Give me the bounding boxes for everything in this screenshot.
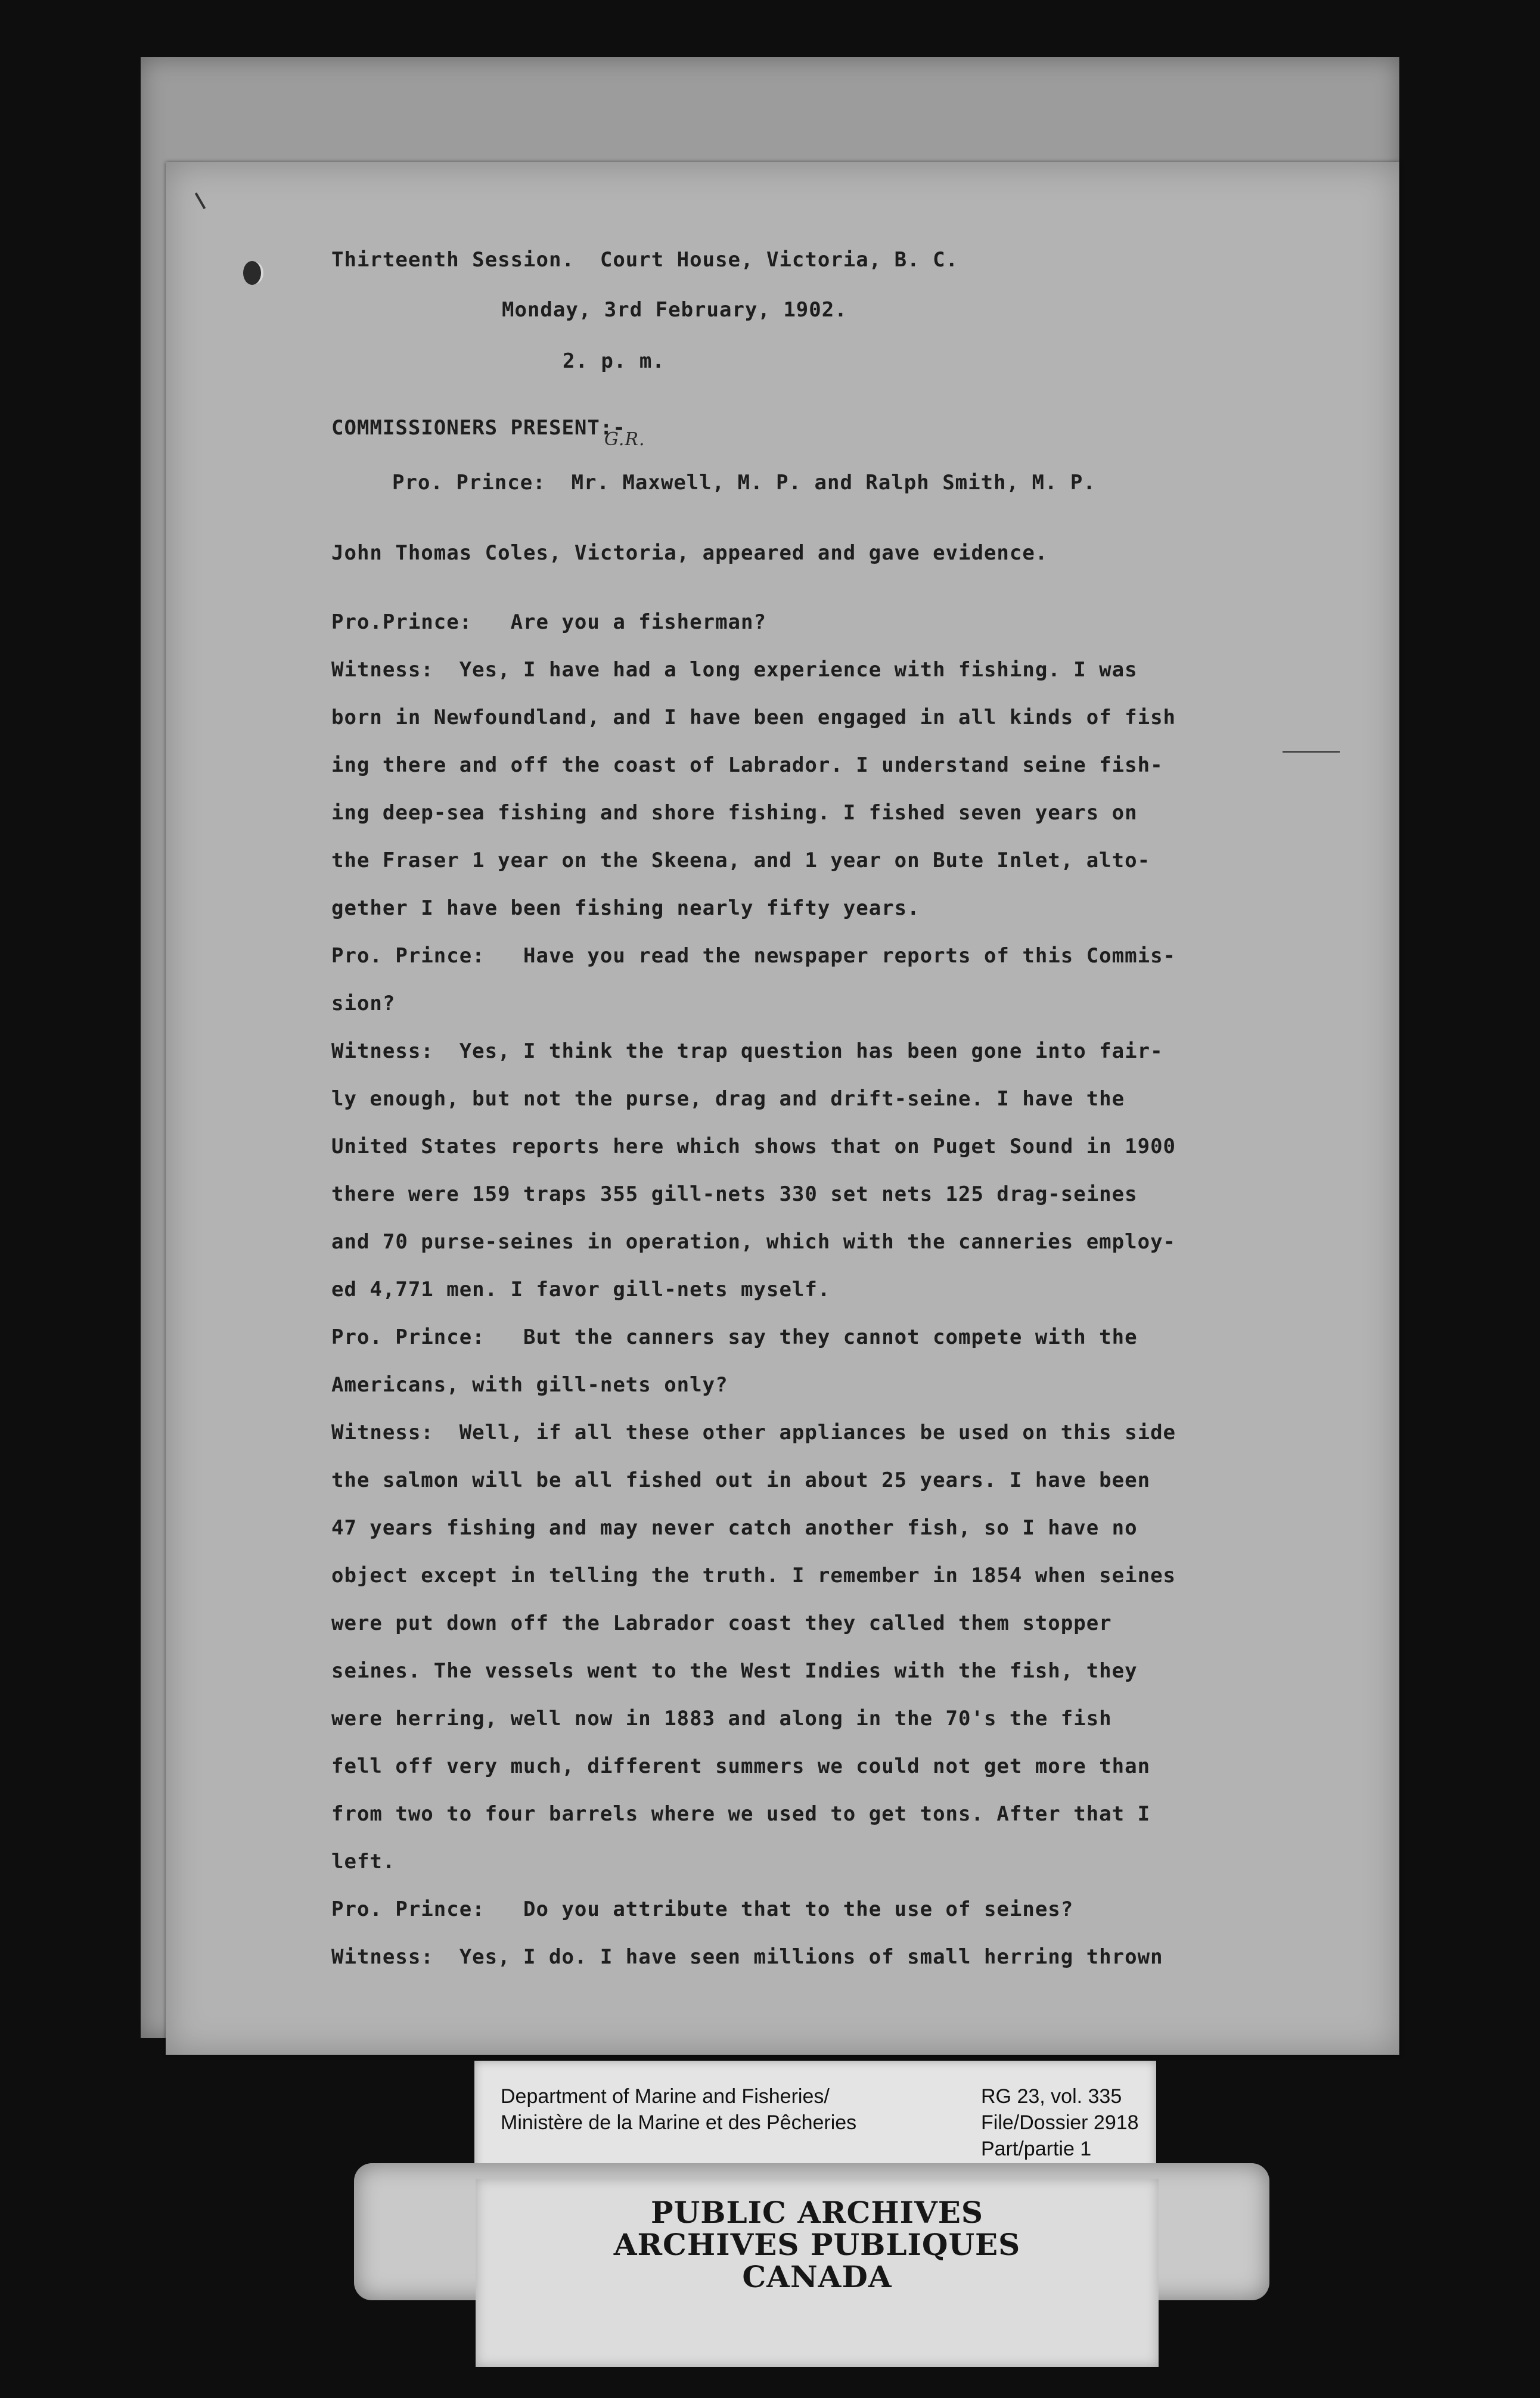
commissioners-list: Pro. Prince: Mr. Maxwell, M. P. and Ralph Smith, M. P.: [392, 471, 1096, 495]
transcript-line: and 70 purse-seines in operation, which with the canneries employ-: [331, 1230, 1176, 1254]
transcript-line: seines. The vessels went to the West Indies with the fish, they: [331, 1659, 1138, 1683]
transcript-line: the salmon will be all fished out in about 25 years. I have been: [331, 1468, 1151, 1492]
transcript-line: ed 4,771 men. I favor gill-nets myself.: [331, 1278, 831, 1301]
department-english: Department of Marine and Fisheries/: [501, 2085, 830, 2108]
archive-reference-label: [474, 2061, 1156, 2180]
transcript-line: Pro.Prince: Are you a fisherman?: [331, 610, 766, 634]
session-heading: Thirteenth Session. Court House, Victoria, B. C.: [331, 248, 959, 272]
transcript-line: Witness: Well, if all these other appliances be used on this side: [331, 1421, 1176, 1445]
transcript-line: ing deep-sea fishing and shore fishing. I fished seven years on: [331, 801, 1138, 825]
transcript-line: Pro. Prince: Do you attribute that to the use of seines?: [331, 1897, 1074, 1921]
archive-stamp: [476, 2179, 1159, 2367]
transcript-line: born in Newfoundland, and I have been engaged in all kinds of fish: [331, 706, 1176, 729]
transcript-line: fell off very much, different summers we could not get more than: [331, 1754, 1151, 1778]
transcript-line: left.: [331, 1850, 396, 1874]
transcript-line: Witness: Yes, I think the trap question has been gone into fair-: [331, 1039, 1163, 1063]
transcript-line: there were 159 traps 355 gill-nets 330 set nets 125 drag-seines: [331, 1182, 1138, 1206]
transcript-line: United States reports here which shows that on Puget Sound in 1900: [331, 1135, 1176, 1158]
margin-mark: [1283, 751, 1340, 753]
transcript-line: Americans, with gill-nets only?: [331, 1373, 728, 1397]
transcript-line: ly enough, but not the purse, drag and drift-seine. I have the: [331, 1087, 1125, 1111]
typed-document-page: [166, 162, 1399, 2055]
document-body: [166, 162, 1399, 2055]
transcript-line: were put down off the Labrador coast they called them stopper: [331, 1611, 1112, 1635]
file-number: File/Dossier 2918: [981, 2111, 1139, 2134]
stamp-line-french: ARCHIVES PUBLIQUES: [613, 2227, 1021, 2262]
stamp-line-english: PUBLIC ARCHIVES: [651, 2195, 983, 2230]
session-time: 2. p. m.: [563, 349, 665, 373]
file-reference: [981, 2083, 1139, 2162]
stamp-line-country: CANADA: [742, 2259, 892, 2294]
transcript-line: sion?: [331, 992, 396, 1015]
transcript-line: ing there and off the coast of Labrador. I understand seine fish-: [331, 753, 1163, 777]
transcript-line: object except in telling the truth. I remember in 1854 when seines: [331, 1564, 1176, 1588]
transcript-line: the Fraser 1 year on the Skeena, and 1 year on Bute Inlet, alto-: [331, 849, 1151, 872]
transcript-line: Witness: Yes, I have had a long experience with fishing. I was: [331, 658, 1138, 682]
transcript-line: Witness: Yes, I do. I have seen millions of small herring thrown: [331, 1945, 1163, 1969]
transcript-line: from two to four barrels where we used to get tons. After that I: [331, 1802, 1151, 1826]
transcript-line: gether I have been fishing nearly fifty years.: [331, 896, 920, 920]
department-name: [501, 2083, 856, 2136]
transcript-line: Pro. Prince: But the canners say they cannot compete with the: [331, 1325, 1138, 1349]
handwritten-initials: G.R.: [604, 429, 645, 450]
commissioners-label: COMMISSIONERS PRESENT:-: [331, 416, 626, 440]
transcript-line: were herring, well now in 1883 and along in the 70's the fish: [331, 1707, 1112, 1731]
session-date: Monday, 3rd February, 1902.: [502, 298, 847, 322]
transcript-line: Pro. Prince: Have you read the newspaper reports of this Commis-: [331, 944, 1176, 968]
witness-intro: John Thomas Coles, Victoria, appeared and gave evidence.: [331, 541, 1048, 565]
punch-hole: [243, 261, 261, 285]
transcript-line: 47 years fishing and may never catch another fish, so I have no: [331, 1516, 1138, 1540]
record-group: RG 23, vol. 335: [981, 2085, 1122, 2108]
part-number: Part/partie 1: [981, 2138, 1092, 2160]
department-french: Ministère de la Marine et des Pêcheries: [501, 2111, 857, 2134]
